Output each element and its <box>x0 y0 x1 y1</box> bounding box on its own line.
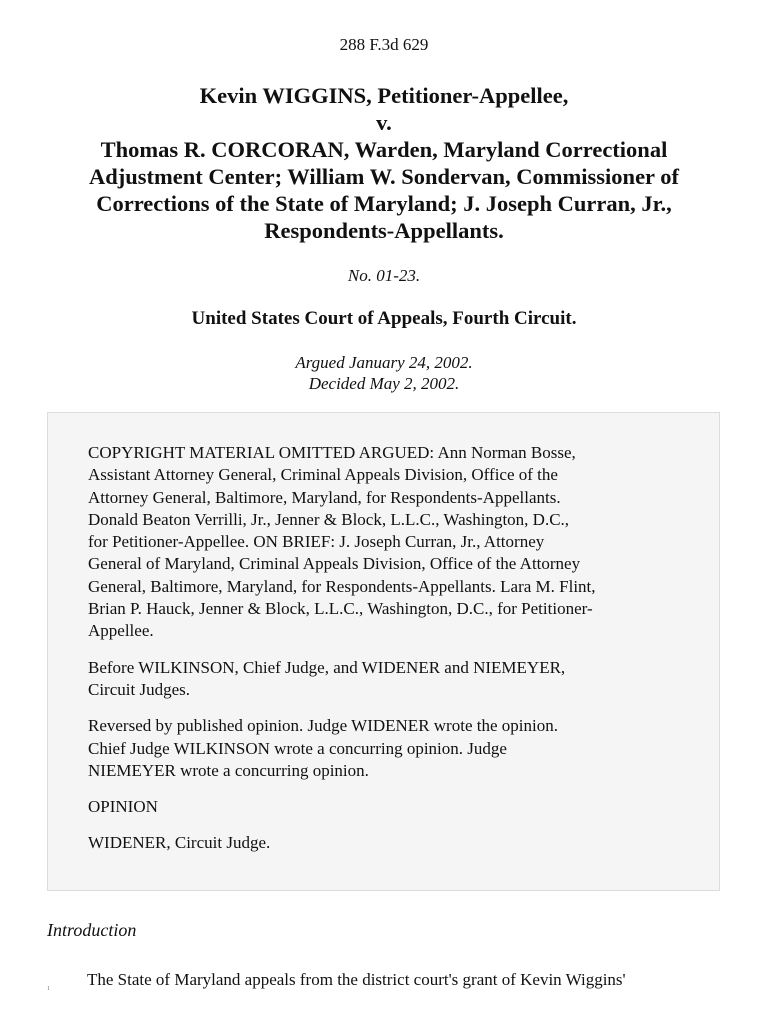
opinion-author: WIDENER, Circuit Judge. <box>88 833 271 853</box>
panel-line: Before WILKINSON, Chief Judge, and WIDENER and NIEMEYER, <box>88 657 566 677</box>
panel-paragraph <box>88 657 689 702</box>
caption-line-versus: v. <box>376 110 392 135</box>
counsel-paragraph <box>88 442 689 643</box>
caption-line-respondent-1: Thomas R. CORCORAN, Warden, Maryland Correctional <box>100 137 668 162</box>
case-caption <box>40 82 728 244</box>
opinion-label: OPINION <box>88 797 158 817</box>
counsel-line: Assistant Attorney General, Criminal Appeals Division, Office of the <box>88 465 558 485</box>
argued-date: Argued January 24, 2002. <box>295 353 473 372</box>
counsel-line: General, Baltimore, Maryland, for Respondents-Appellants. Lara M. Flint, <box>88 576 596 596</box>
section-heading-introduction: Introduction <box>47 920 137 940</box>
caption-line-respondent-4: Respondents-Appellants. <box>264 218 504 243</box>
caption-line-respondent-3: Corrections of the State of Maryland; J. Joseph Curran, Jr., <box>96 191 672 216</box>
counsel-line: General of Maryland, Criminal Appeals Division, Office of the Attorney <box>88 554 581 574</box>
disposition-paragraph <box>88 715 689 782</box>
counsel-line: Donald Beaton Verrilli, Jr., Jenner & Block, L.L.C., Washington, D.C., <box>88 509 570 529</box>
counsel-line: Appellee. <box>88 621 154 641</box>
syllabus-box <box>47 412 720 891</box>
counsel-line: for Petitioner-Appellee. ON BRIEF: J. Joseph Curran, Jr., Attorney <box>88 532 545 552</box>
paragraph-number: 1 <box>47 986 50 992</box>
counsel-line: Attorney General, Baltimore, Maryland, for Respondents-Appellants. <box>88 487 561 507</box>
disposition-line: Chief Judge WILKINSON wrote a concurring opinion. Judge <box>88 738 507 758</box>
decided-date: Decided May 2, 2002. <box>308 374 460 393</box>
caption-line-petitioner: Kevin WIGGINS, Petitioner-Appellee, <box>199 83 569 108</box>
disposition-line: NIEMEYER wrote a concurring opinion. <box>88 760 369 780</box>
disposition-line: Reversed by published opinion. Judge WIDENER wrote the opinion. <box>88 716 558 736</box>
opening-paragraph: The State of Maryland appeals from the district court's grant of Kevin Wiggins' <box>87 970 626 989</box>
counsel-line: COPYRIGHT MATERIAL OMITTED ARGUED: Ann Norman Bosse, <box>88 443 576 462</box>
citation: 288 F.3d 629 <box>339 35 429 54</box>
panel-line: Circuit Judges. <box>88 679 190 699</box>
caption-line-respondent-2: Adjustment Center; William W. Sondervan, Commissioner of <box>88 164 680 189</box>
counsel-line: Brian P. Hauck, Jenner & Block, L.L.C., Washington, D.C., for Petitioner- <box>88 599 593 619</box>
docket-number: No. 01-23. <box>347 266 421 285</box>
court-name: United States Court of Appeals, Fourth Circuit. <box>191 308 577 329</box>
case-dates <box>0 352 768 394</box>
